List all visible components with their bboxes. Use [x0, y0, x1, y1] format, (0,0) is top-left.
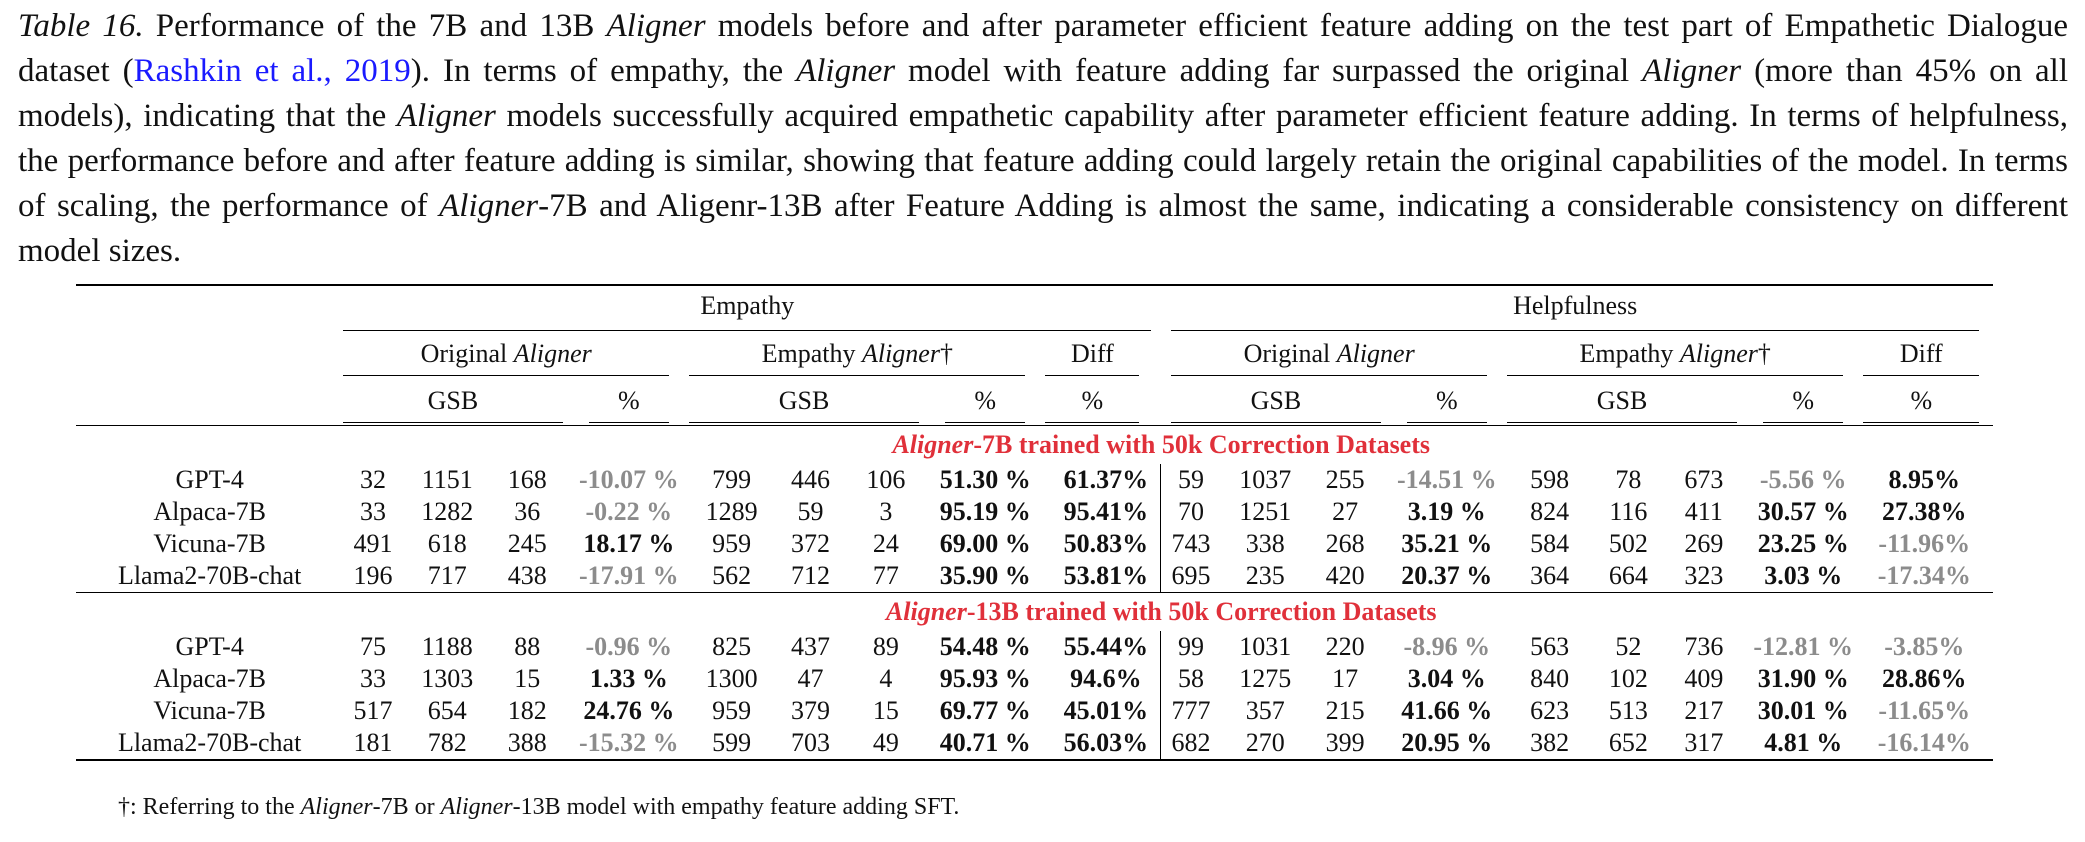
- section-title: [343, 592, 1979, 631]
- gsb-value: 1188: [421, 632, 473, 661]
- model-name: Llama2-70B-chat: [117, 561, 302, 590]
- gsb-value: 59: [1177, 465, 1204, 494]
- gsb-value: 682: [1171, 728, 1211, 757]
- gsb-value: 1275: [1239, 664, 1292, 693]
- gsb-value: 364: [1530, 561, 1570, 590]
- gsb-value: 75: [359, 632, 386, 661]
- pct-value: 3.19 %: [1407, 497, 1486, 526]
- gsb-value: 618: [427, 529, 467, 558]
- gsb-value: 70: [1177, 497, 1204, 526]
- pct-value: -10.07 %: [579, 465, 679, 494]
- gsb-value: 102: [1608, 664, 1648, 693]
- gsb-value: 1031: [1239, 632, 1292, 661]
- pct-value: -8.96 %: [1403, 632, 1491, 661]
- pct-value: 3.03 %: [1764, 561, 1843, 590]
- pct-value: 3.04 %: [1407, 664, 1486, 693]
- gsb-value: 382: [1530, 728, 1570, 757]
- diff-value: -17.34%: [1877, 561, 1971, 590]
- header-row-subgroups: [76, 331, 1993, 377]
- table-row: [76, 663, 1993, 695]
- gsb-value: 33: [359, 664, 386, 693]
- gsb-value: 399: [1325, 728, 1365, 757]
- header-diff-label: Diff: [1863, 333, 1979, 376]
- header-gsb: GSB: [689, 380, 919, 423]
- gsb-value: 623: [1530, 696, 1570, 725]
- header-gsb: GSB: [343, 380, 562, 423]
- gsb-value: 88: [514, 632, 541, 661]
- header-helpfulness: [1161, 284, 1979, 331]
- diff-value: 55.44%: [1063, 632, 1149, 661]
- header-diff-help: [1869, 331, 1979, 377]
- pct-value: -0.96 %: [585, 632, 673, 661]
- gsb-value: 270: [1245, 728, 1285, 757]
- gsb-value: 1289: [705, 497, 758, 526]
- pct-value: 35.21 %: [1401, 529, 1493, 558]
- gsb-value: 59: [797, 497, 824, 526]
- gsb-value: 77: [872, 561, 899, 590]
- gsb-value: 1151: [421, 465, 473, 494]
- gsb-value: 411: [1684, 497, 1723, 526]
- gsb-value: 217: [1684, 696, 1724, 725]
- diff-value: 28.86%: [1882, 664, 1967, 693]
- citation-year[interactable]: 2019: [344, 53, 411, 89]
- gsb-value: 695: [1171, 561, 1211, 590]
- header-empathy-label: Empathy: [343, 286, 1151, 331]
- gsb-value: 599: [712, 728, 752, 757]
- header-gsb: GSB: [1171, 380, 1380, 423]
- diff-value: 61.37%: [1063, 465, 1149, 494]
- gsb-value: 181: [353, 728, 393, 757]
- gsb-value: 338: [1245, 529, 1285, 558]
- gsb-value: 1303: [421, 664, 474, 693]
- diff-value: 56.03%: [1063, 728, 1149, 757]
- header-row-metrics: [76, 377, 1993, 425]
- gsb-value: 736: [1684, 632, 1724, 661]
- gsb-value: 196: [353, 561, 393, 590]
- header-gsb: GSB: [1507, 380, 1737, 423]
- caption-aligner: Aligner: [796, 53, 896, 89]
- diff-value: -16.14%: [1877, 728, 1971, 757]
- gsb-value: 168: [507, 465, 547, 494]
- gsb-value: 235: [1245, 561, 1285, 590]
- table-row: [76, 464, 1993, 496]
- diff-value: 94.6%: [1070, 664, 1142, 693]
- gsb-value: 4: [879, 664, 893, 693]
- caption-aligner: Aligner: [606, 8, 706, 44]
- gsb-value: 799: [712, 465, 752, 494]
- pct-value: 54.48 %: [939, 632, 1031, 661]
- header-label: Original: [1243, 338, 1337, 368]
- pct-value: 95.93 %: [939, 664, 1031, 693]
- pct-value: 20.37 %: [1401, 561, 1493, 590]
- pct-value: 95.19 %: [939, 497, 1031, 526]
- gsb-value: 513: [1608, 696, 1648, 725]
- gsb-value: 491: [353, 529, 393, 558]
- section-title: [343, 425, 1979, 464]
- diff-value: 53.81%: [1063, 561, 1149, 590]
- pct-value: 1.33 %: [589, 664, 668, 693]
- gsb-value: 52: [1615, 632, 1642, 661]
- header-label: Empathy: [1579, 338, 1680, 368]
- header-empathy-aligner: [695, 331, 1051, 377]
- section-title-text: -13B trained with 50k Correction Datasets: [966, 597, 1437, 626]
- caption-text: model with feature adding far surpassed the original: [895, 53, 1643, 89]
- header-aligner: Aligner: [1336, 338, 1415, 368]
- pct-value: 18.17 %: [583, 529, 675, 558]
- diff-value: 45.01%: [1063, 696, 1149, 725]
- pct-value: 30.57 %: [1757, 497, 1849, 526]
- gsb-value: 357: [1245, 696, 1285, 725]
- section-title-aligner: Aligner: [892, 430, 974, 459]
- dagger-mark: †: [939, 338, 953, 368]
- gsb-value: 255: [1325, 465, 1365, 494]
- gsb-value: 379: [790, 696, 830, 725]
- caption-aligner: Aligner: [439, 188, 539, 224]
- pct-value: 31.90 %: [1757, 664, 1849, 693]
- pct-value: -14.51 %: [1396, 465, 1497, 494]
- gsb-value: 78: [1615, 465, 1642, 494]
- header-diff: [1051, 331, 1161, 377]
- gsb-value: 3: [879, 497, 893, 526]
- gsb-value: 220: [1325, 632, 1365, 661]
- header-aligner: Aligner: [513, 338, 592, 368]
- dagger-mark: †: [118, 794, 130, 820]
- gsb-value: 438: [507, 561, 547, 590]
- gsb-value: 664: [1608, 561, 1648, 590]
- pct-value: 24.76 %: [583, 696, 675, 725]
- header-original-aligner-help: [1161, 331, 1513, 377]
- results-table: [76, 284, 1993, 761]
- gsb-value: 268: [1325, 529, 1365, 558]
- table-row: [76, 695, 1993, 727]
- gsb-value: 15: [872, 696, 899, 725]
- gsb-value: 563: [1530, 632, 1570, 661]
- pct-value: 4.81 %: [1764, 728, 1843, 757]
- pct-value: -17.91 %: [579, 561, 679, 590]
- gsb-value: 712: [790, 561, 830, 590]
- caption-text: (more than 45% on all models), indicating that the: [18, 53, 2069, 134]
- table-caption: [18, 4, 2068, 274]
- section-title-row: [76, 592, 1993, 631]
- gsb-value: 1251: [1239, 497, 1292, 526]
- caption-aligner: Aligner: [396, 98, 496, 134]
- diff-value: -3.85%: [1884, 632, 1965, 661]
- gsb-value: 959: [712, 529, 752, 558]
- gsb-value: 502: [1608, 529, 1648, 558]
- pct-value: -5.56 %: [1759, 465, 1847, 494]
- pct-value: 69.77 %: [939, 696, 1031, 725]
- table-footnote: [118, 794, 959, 821]
- gsb-value: 182: [507, 696, 547, 725]
- pct-value: -0.22 %: [585, 497, 673, 526]
- diff-value: -11.65%: [1878, 696, 1971, 725]
- gsb-value: 562: [712, 561, 752, 590]
- gsb-value: 1037: [1239, 465, 1292, 494]
- header-pct: %: [1763, 380, 1844, 423]
- model-name: Alpaca-7B: [153, 664, 266, 693]
- header-aligner: Aligner: [861, 338, 940, 368]
- table-row: [76, 528, 1993, 560]
- gsb-value: 409: [1684, 664, 1724, 693]
- gsb-value: 17: [1332, 664, 1359, 693]
- footnote-text: -13B model with empathy feature adding SFT.: [512, 794, 960, 820]
- gsb-value: 99: [1177, 632, 1204, 661]
- gsb-value: 27: [1332, 497, 1359, 526]
- gsb-value: 49: [872, 728, 899, 757]
- gsb-value: 654: [427, 696, 467, 725]
- model-name: Vicuna-7B: [153, 529, 266, 558]
- header-pct: %: [1863, 380, 1979, 423]
- header-pct: %: [1407, 380, 1488, 423]
- pct-value: 41.66 %: [1401, 696, 1493, 725]
- gsb-value: 89: [872, 632, 899, 661]
- gsb-value: 372: [790, 529, 830, 558]
- gsb-value: 47: [797, 664, 824, 693]
- diff-value: 27.38%: [1882, 497, 1967, 526]
- gsb-value: 824: [1530, 497, 1570, 526]
- results-table-wrapper: [76, 284, 1993, 761]
- section-title-text: -7B trained with 50k Correction Datasets: [973, 430, 1430, 459]
- footnote-aligner: Aligner: [300, 794, 373, 820]
- model-name: GPT-4: [175, 632, 244, 661]
- gsb-value: 215: [1325, 696, 1365, 725]
- citation-separator: ,: [323, 53, 345, 89]
- model-name: GPT-4: [175, 465, 244, 494]
- diff-value: -11.96%: [1878, 529, 1971, 558]
- gsb-value: 24: [872, 529, 899, 558]
- header-pct: %: [589, 380, 670, 423]
- table-row: [76, 631, 1993, 663]
- pct-value: 20.95 %: [1401, 728, 1493, 757]
- gsb-value: 652: [1608, 728, 1648, 757]
- gsb-value: 743: [1171, 529, 1211, 558]
- gsb-value: 584: [1530, 529, 1570, 558]
- pct-value: -15.32 %: [579, 728, 679, 757]
- caption-text: models successfully acquired empathetic capability after parameter efficient feature adding. In terms of helpfulness, the performance before and after feature adding is similar, showing that feature adding could largely retain the original capabilities of the model. In terms of scaling, the performance of: [18, 98, 2068, 224]
- diff-value: 8.95%: [1888, 465, 1961, 494]
- gsb-value: 717: [427, 561, 467, 590]
- gsb-value: 1282: [421, 497, 474, 526]
- gsb-value: 420: [1325, 561, 1365, 590]
- gsb-value: 58: [1177, 664, 1204, 693]
- header-label: Empathy: [761, 338, 862, 368]
- pct-value: -12.81 %: [1753, 632, 1854, 661]
- header-empathy-aligner-help: [1513, 331, 1869, 377]
- section-title-aligner: Aligner: [885, 597, 967, 626]
- results-table-body: [76, 284, 1993, 761]
- gsb-value: 116: [1609, 497, 1648, 526]
- gsb-value: 777: [1171, 696, 1211, 725]
- caption-text: -7B and Aligenr-13B after Feature Adding is almost the same, indicating a considerable consistency on different model sizes.: [18, 188, 2068, 269]
- pct-value: 23.25 %: [1757, 529, 1849, 558]
- dagger-mark: †: [1757, 338, 1771, 368]
- gsb-value: 959: [712, 696, 752, 725]
- gsb-value: 33: [359, 497, 386, 526]
- gsb-value: 517: [353, 696, 393, 725]
- table-row: [76, 560, 1993, 592]
- caption-text: Performance of the 7B and 13B: [143, 8, 607, 44]
- header-label: Original: [420, 338, 514, 368]
- pct-value: 30.01 %: [1757, 696, 1849, 725]
- pct-value: 51.30 %: [939, 465, 1031, 494]
- gsb-value: 106: [866, 465, 906, 494]
- section-title-row: [76, 425, 1993, 464]
- gsb-value: 1300: [705, 664, 758, 693]
- caption-text: models before and after parameter efficient feature adding on the test part of Empathetic Dialogue dataset (: [18, 8, 2068, 89]
- gsb-value: 269: [1684, 529, 1724, 558]
- header-aligner: Aligner: [1679, 338, 1758, 368]
- diff-value: 50.83%: [1063, 529, 1149, 558]
- table-row: [76, 727, 1993, 761]
- header-diff-label: Diff: [1045, 333, 1139, 376]
- gsb-value: 317: [1684, 728, 1724, 757]
- citation-link[interactable]: [134, 53, 411, 89]
- gsb-value: 673: [1684, 465, 1724, 494]
- model-name: Alpaca-7B: [153, 497, 266, 526]
- header-helpfulness-label: Helpfulness: [1171, 286, 1979, 331]
- gsb-value: 825: [712, 632, 752, 661]
- footnote-text: -7B or: [372, 794, 441, 820]
- gsb-value: 323: [1684, 561, 1724, 590]
- gsb-value: 32: [359, 465, 386, 494]
- footnote-aligner: Aligner: [440, 794, 513, 820]
- header-empathy: [343, 284, 1161, 331]
- citation-author[interactable]: Rashkin et al.: [133, 53, 324, 89]
- model-name: Vicuna-7B: [153, 696, 266, 725]
- diff-value: 95.41%: [1063, 497, 1149, 526]
- gsb-value: 15: [514, 664, 541, 693]
- footnote-text: : Referring to the: [130, 794, 301, 820]
- gsb-value: 446: [790, 465, 830, 494]
- header-original-aligner: [343, 331, 695, 377]
- header-pct: %: [1045, 380, 1139, 423]
- gsb-value: 703: [790, 728, 830, 757]
- caption-text: ). In terms of empathy, the: [410, 53, 797, 89]
- header-row-groups: [76, 284, 1993, 331]
- gsb-value: 598: [1530, 465, 1570, 494]
- table-row: [76, 496, 1993, 528]
- caption-label: Table 16.: [18, 8, 144, 44]
- model-name: Llama2-70B-chat: [117, 728, 302, 757]
- gsb-value: 782: [427, 728, 467, 757]
- header-pct: %: [945, 380, 1026, 423]
- gsb-value: 437: [790, 632, 830, 661]
- pct-value: 40.71 %: [939, 728, 1031, 757]
- gsb-value: 388: [507, 728, 547, 757]
- gsb-value: 840: [1530, 664, 1570, 693]
- pct-value: 35.90 %: [939, 561, 1031, 590]
- gsb-value: 36: [514, 497, 541, 526]
- gsb-value: 245: [507, 529, 547, 558]
- pct-value: 69.00 %: [939, 529, 1031, 558]
- caption-aligner: Aligner: [1642, 53, 1742, 89]
